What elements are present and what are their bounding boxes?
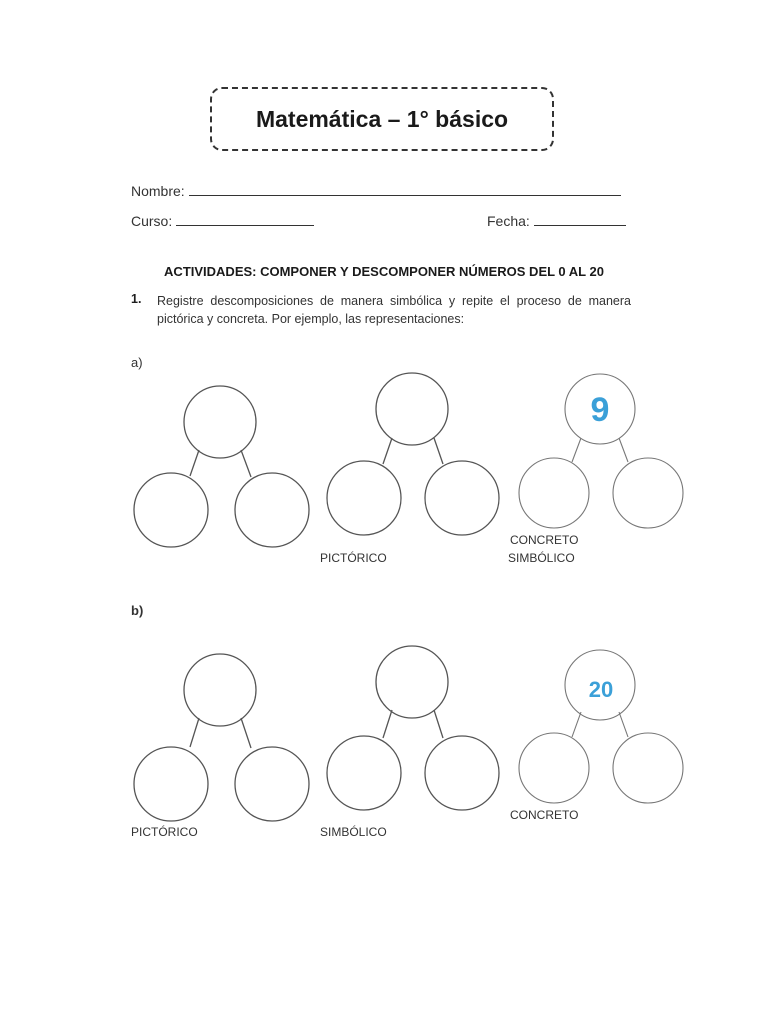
part-circle[interactable] <box>235 473 309 547</box>
instruction-text: Registre descomposiciones de manera simbólica y repite el proceso de manera pictórica y concreta. Por ejemplo, las representaciones: <box>157 294 631 326</box>
whole-circle[interactable] <box>184 654 256 726</box>
bond-b2 <box>327 646 499 810</box>
part-circle[interactable] <box>425 736 499 810</box>
part-circle[interactable] <box>235 747 309 821</box>
curso-label: Curso: <box>131 213 173 229</box>
label-simbolico-a: SIMBÓLICO <box>508 551 575 565</box>
page-title: Matemática – 1° básico <box>210 87 554 151</box>
part-circle[interactable] <box>613 733 683 803</box>
bond-b1 <box>134 654 309 821</box>
part-circle[interactable] <box>613 458 683 528</box>
part-circle[interactable] <box>425 461 499 535</box>
label-concreto-b: CONCRETO <box>510 808 579 822</box>
whole-circle[interactable] <box>184 386 256 458</box>
number-twenty: 20 <box>588 677 614 702</box>
part-circle[interactable] <box>519 458 589 528</box>
activities-heading: ACTIVIDADES: COMPONER Y DESCOMPONER NÚMEROS DEL 0 AL 20 <box>164 264 604 279</box>
bond-a1 <box>134 386 309 547</box>
instruction-number: 1. <box>131 292 142 306</box>
part-circle[interactable] <box>327 461 401 535</box>
whole-circle[interactable] <box>376 646 448 718</box>
bond-a2 <box>327 373 499 535</box>
part-circle[interactable] <box>134 473 208 547</box>
label-pictorico-b: PICTÓRICO <box>131 825 198 839</box>
number-nine: 9 <box>590 391 610 429</box>
label-simbolico-b: SIMBÓLICO <box>320 825 387 839</box>
part-circle[interactable] <box>327 736 401 810</box>
part-circle[interactable] <box>519 733 589 803</box>
part-a-label: a) <box>131 355 143 370</box>
part-b-label: b) <box>131 603 144 618</box>
nombre-label: Nombre: <box>131 183 185 199</box>
label-concreto-a: CONCRETO <box>510 533 579 547</box>
bond-b3 <box>519 650 683 803</box>
label-pictorico-a: PICTÓRICO <box>320 551 387 565</box>
part-circle[interactable] <box>134 747 208 821</box>
whole-circle[interactable] <box>376 373 448 445</box>
fecha-label: Fecha: <box>487 213 530 229</box>
